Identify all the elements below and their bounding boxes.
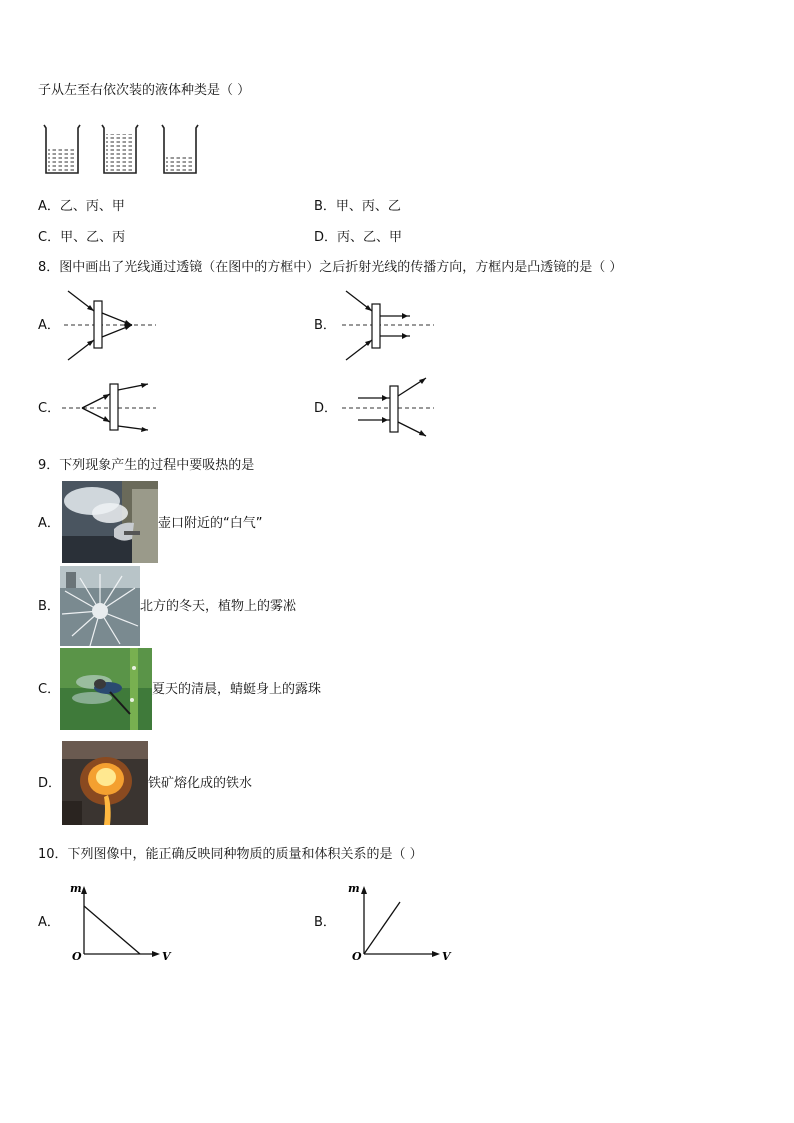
beakers-figure — [40, 120, 200, 178]
q7-option-b[interactable]: B．甲、丙、乙 — [314, 199, 401, 214]
q7-option-c[interactable]: C．甲、乙、丙 — [38, 230, 126, 245]
q9-option-c-label[interactable]: C． — [38, 682, 61, 697]
q9-option-b-label[interactable]: B． — [38, 599, 60, 614]
q10-option-b-label[interactable]: B． — [314, 915, 336, 930]
q9-option-a-caption: 壶口附近的“白气” — [158, 516, 263, 531]
dragonfly-dew-photo — [60, 648, 152, 730]
q9-stem: 9．下列现象产生的过程中要吸热的是 — [38, 458, 255, 473]
q9-option-d-caption: 铁矿熔化成的铁水 — [148, 776, 253, 791]
q8-option-d-label[interactable]: D． — [314, 401, 338, 416]
q10-graph-b — [346, 880, 456, 964]
q8-option-c-label[interactable]: C． — [38, 401, 61, 416]
rime-frost-photo — [60, 566, 140, 646]
q9-option-b-caption: 北方的冬天，植物上的雾凇 — [140, 599, 297, 614]
q8-diagram-a — [60, 288, 160, 364]
molten-iron-photo — [62, 741, 148, 825]
q7-option-d[interactable]: D．丙、乙、甲 — [314, 230, 403, 245]
q9-option-d-label[interactable]: D． — [38, 776, 62, 791]
q8-option-a-label[interactable]: A． — [38, 318, 60, 333]
q10-stem: 10．下列图像中，能正确反映同种物质的质量和体积关系的是（ ） — [38, 847, 423, 862]
q10-a-y-label: m — [70, 882, 82, 895]
q9-option-c-caption: 夏天的清晨，蜻蜓身上的露珠 — [152, 682, 322, 697]
kettle-steam-photo — [62, 481, 158, 563]
q7-option-a[interactable]: A．乙、丙、甲 — [38, 199, 125, 214]
q8-option-b-label[interactable]: B． — [314, 318, 336, 333]
q10-option-a-label[interactable]: A． — [38, 915, 60, 930]
q10-b-y-label: m — [348, 882, 360, 895]
q8-diagram-d — [338, 372, 438, 440]
q10-b-x-label: V — [442, 950, 451, 963]
q10-a-x-label: V — [162, 950, 171, 963]
q7-stem-tail: 子从左至右依次装的液体种类是（ ） — [38, 83, 251, 98]
q10-b-origin-label: O — [352, 950, 362, 963]
q10-a-origin-label: O — [72, 950, 82, 963]
beaker-3 — [162, 125, 198, 173]
beaker-2 — [102, 125, 138, 173]
q8-diagram-b — [338, 288, 438, 364]
q8-diagram-c — [60, 378, 160, 438]
q8-stem: 8．图中画出了光线通过透镜（在图中的方框中）之后折射光线的传播方向，方框内是凸透镜的是（ ） — [38, 260, 623, 275]
beaker-1 — [44, 125, 80, 173]
q10-graph-a — [66, 880, 176, 964]
q9-option-a-label[interactable]: A． — [38, 516, 60, 531]
